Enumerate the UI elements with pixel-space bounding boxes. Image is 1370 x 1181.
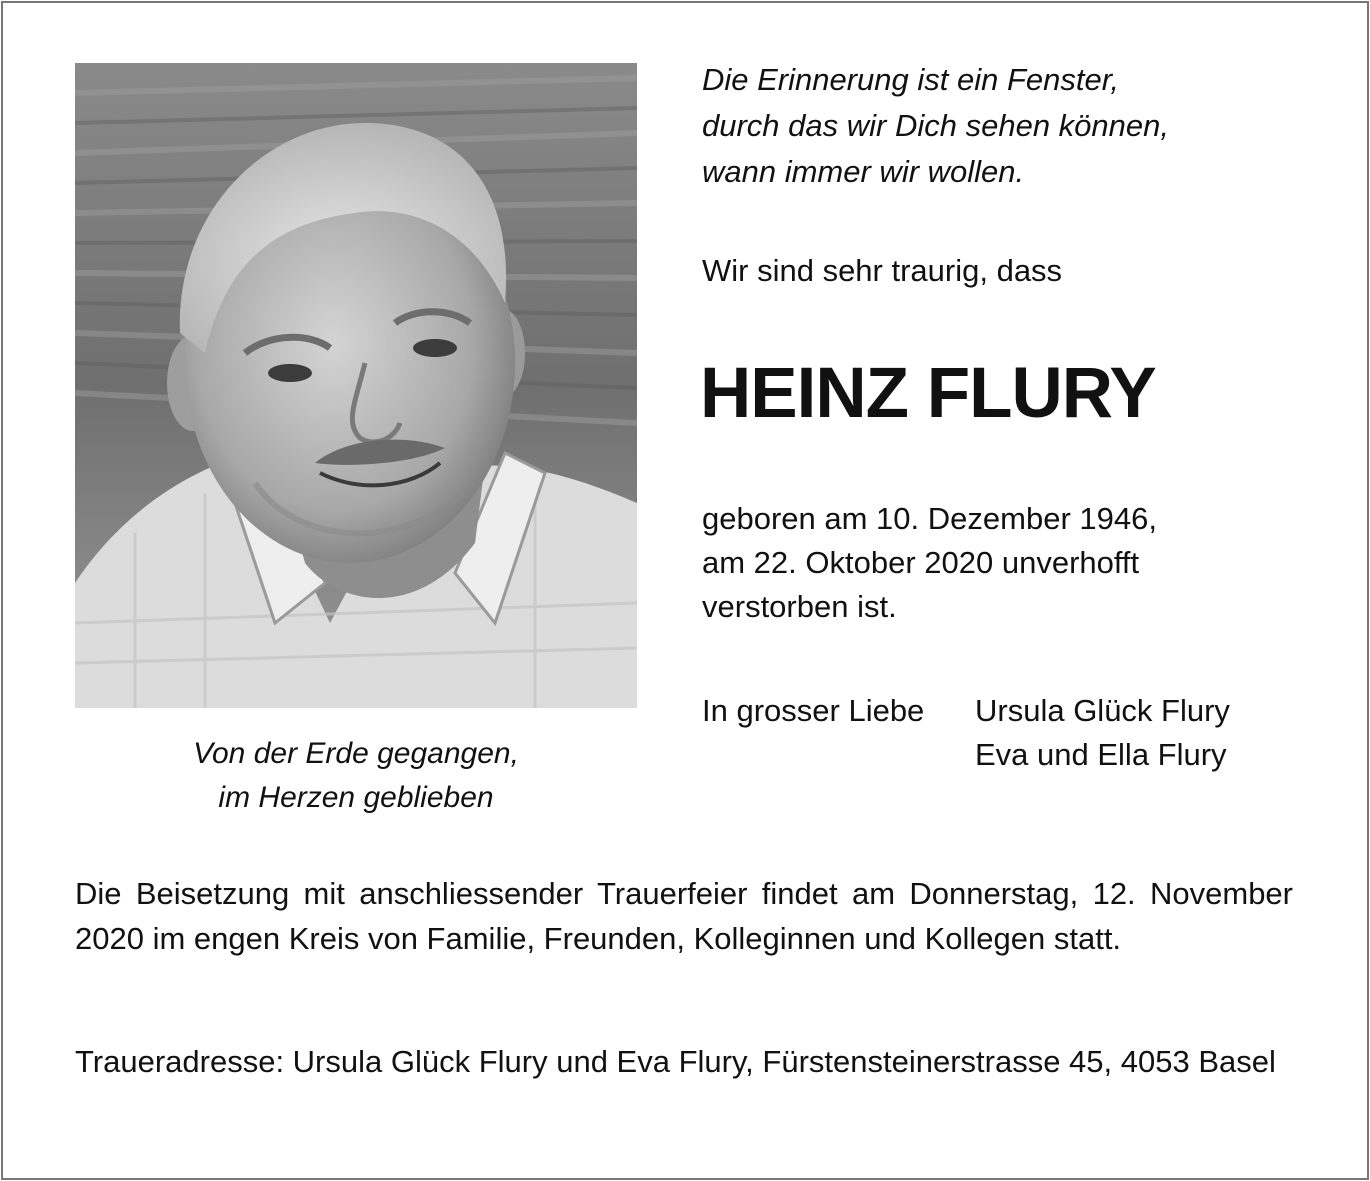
quote-line-3: wann immer wir wollen.	[702, 154, 1025, 189]
intro-text: Wir sind sehr traurig, dass	[702, 253, 1063, 288]
life-dates	[702, 497, 1157, 629]
quote-line-1: Die Erinnerung ist ein Fenster,	[702, 62, 1119, 97]
signature-name: Ursula Glück Flury	[975, 693, 1230, 728]
signature-name: Eva und Ella Flury	[975, 737, 1227, 772]
dates-line-1: geboren am 10. Dezember 1946,	[702, 501, 1157, 536]
funeral-paragraph: Die Beisetzung mit anschliessender Trauerfeier findet am Donnerstag, 12. November 2020 im engen Kreis von Familie, Freunden, Kolleginnen und Kollegen statt.	[75, 876, 1293, 956]
signature-label: In grosser Liebe	[702, 693, 925, 728]
caption-line-1: Von der Erde gegangen,	[193, 737, 519, 770]
deceased-name: HEINZ FLURY	[700, 354, 1156, 433]
memorial-quote	[702, 57, 1169, 195]
address-paragraph: Traueradresse: Ursula Glück Flury und Eva Flury, Fürstensteinerstrasse 45, 4053 Basel	[75, 1044, 1276, 1079]
dates-line-3: verstorben ist.	[702, 589, 897, 624]
quote-line-2: durch das wir Dich sehen können,	[702, 108, 1169, 143]
dates-line-2: am 22. Oktober 2020 unverhofft	[702, 545, 1140, 580]
signature-names	[975, 689, 1230, 777]
caption-line-2: im Herzen geblieben	[218, 781, 494, 814]
photo-caption	[75, 732, 637, 820]
portrait-photo	[75, 63, 637, 708]
